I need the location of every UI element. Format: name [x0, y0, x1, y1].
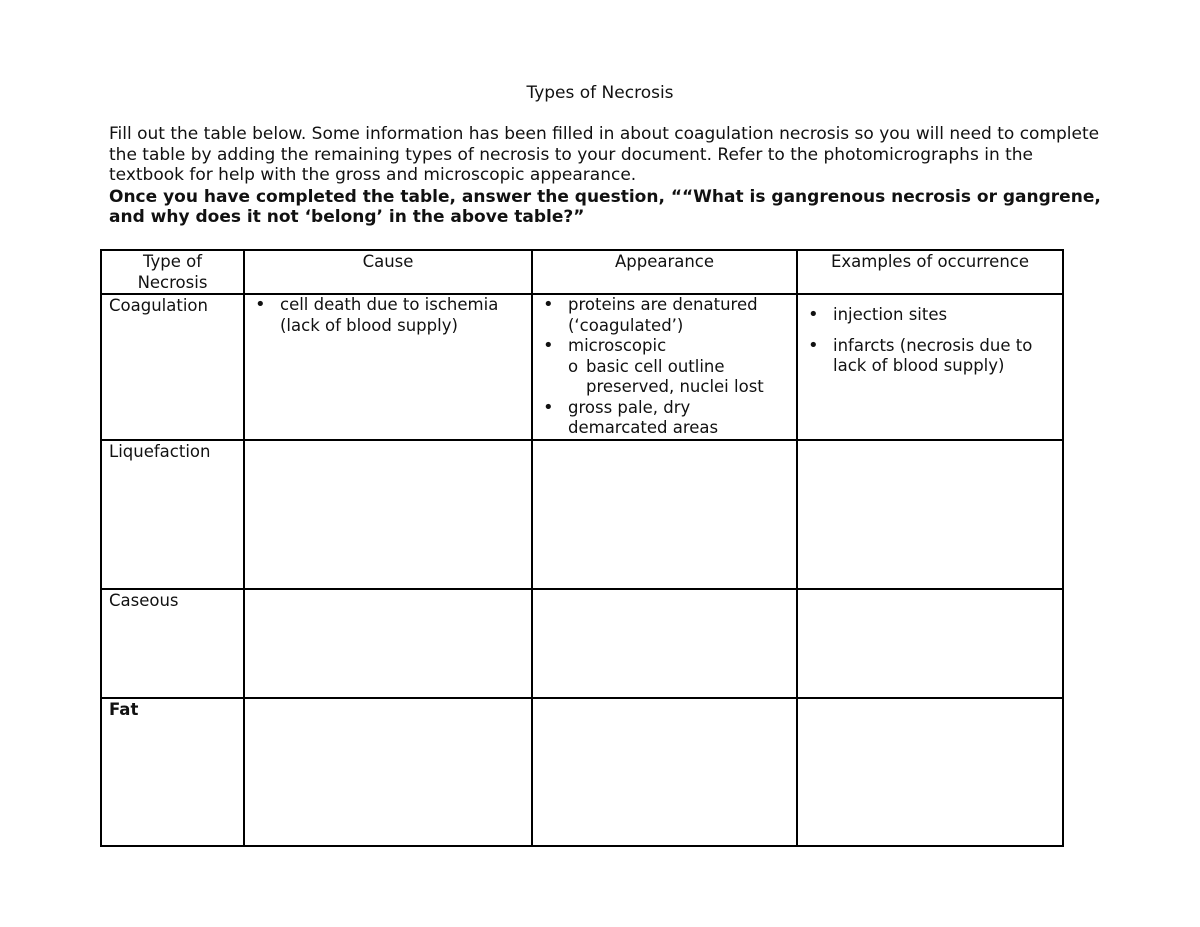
instructions-text: Fill out the table below. Some information has been filled in about coagulation necrosis so you will need to complete the table by adding the remaining types of necrosis to your document. Refer to the photomicrographs in the textbook for help with the gross and microscopic appearance.	[109, 124, 1100, 185]
table-row-coagulation	[101, 294, 1063, 440]
appearance-sub-bullet: o basic cell outline preserved, nuclei lost	[568, 357, 790, 398]
appearance-cell-coagulation[interactable]	[532, 294, 797, 440]
example-bullet: • injection sites	[804, 305, 1056, 326]
header-cause: Cause	[244, 250, 532, 294]
page-title: Types of Necrosis	[526, 83, 674, 103]
example-bullet: • infarcts (necrosis due to lack of blood supply)	[804, 336, 1056, 377]
examples-cell-liquefaction[interactable]	[797, 440, 1063, 589]
appearance-bullet	[539, 398, 790, 439]
cause-cell-coagulation[interactable]	[244, 294, 532, 440]
type-cell-coagulation: Coagulation	[101, 294, 244, 440]
instructions-block	[109, 124, 1109, 228]
type-cell-fat: Fat	[101, 698, 244, 846]
table-header-row	[101, 250, 1063, 294]
necrosis-table	[100, 249, 1064, 847]
appearance-cell-caseous[interactable]	[532, 589, 797, 698]
header-examples: Examples of occurrence	[797, 250, 1063, 294]
question-text: Once you have completed the table, answer the question, ““What is gangrenous necrosis or gangrene, and why does it not ‘belong’ in the above table?”	[109, 186, 1101, 227]
cause-cell-liquefaction[interactable]	[244, 440, 532, 589]
type-cell-caseous: Caseous	[101, 589, 244, 698]
table-row-fat	[101, 698, 1063, 846]
table-row-caseous	[101, 589, 1063, 698]
appearance-cell-fat[interactable]	[532, 698, 797, 846]
examples-cell-caseous[interactable]	[797, 589, 1063, 698]
examples-cell-fat[interactable]	[797, 698, 1063, 846]
header-appearance: Appearance	[532, 250, 797, 294]
appearance-bullet-text: gross pale, dry demarcated areas	[568, 397, 719, 437]
cause-cell-fat[interactable]	[244, 698, 532, 846]
cause-bullet: • cell death due to ischemia (lack of blood supply)	[251, 295, 525, 336]
appearance-bullet-text: proteins are denatured (‘coagulated’)	[568, 295, 758, 335]
type-cell-liquefaction: Liquefaction	[101, 440, 244, 589]
examples-cell-coagulation[interactable]	[797, 294, 1063, 440]
appearance-cell-liquefaction[interactable]	[532, 440, 797, 589]
cause-cell-caseous[interactable]	[244, 589, 532, 698]
appearance-bullet	[539, 295, 790, 336]
appearance-bullet	[539, 336, 790, 398]
header-type: Type of Necrosis	[101, 250, 244, 294]
table-row-liquefaction	[101, 440, 1063, 589]
appearance-bullet-text: microscopic	[568, 336, 667, 355]
